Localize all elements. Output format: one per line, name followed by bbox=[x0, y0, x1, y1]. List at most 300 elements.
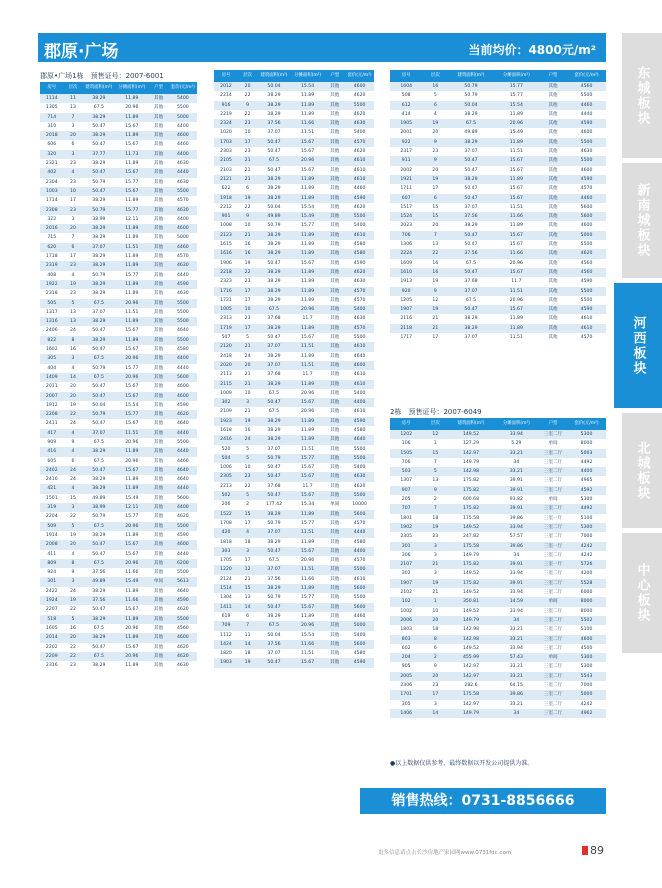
price-table-2 bbox=[214, 70, 374, 668]
table-cell: 1918 bbox=[220, 195, 232, 201]
table-cell: 2305 bbox=[220, 474, 232, 480]
table-row bbox=[214, 240, 374, 249]
table-row bbox=[390, 287, 606, 296]
table-cell: 其他 bbox=[330, 139, 340, 145]
table-cell: 5003 bbox=[580, 450, 593, 456]
table-cell: 11.51 bbox=[301, 567, 315, 573]
table-row bbox=[214, 472, 374, 481]
table-cell: 其他 bbox=[330, 186, 340, 192]
table-cell: 11.89 bbox=[509, 325, 523, 331]
table-cell: 21 bbox=[244, 576, 251, 582]
table-row bbox=[40, 187, 197, 196]
table-cell: 11.89 bbox=[125, 133, 139, 139]
table-cell: 其他 bbox=[330, 204, 340, 210]
table-cell: 4630 bbox=[176, 663, 189, 669]
table-cell: 57.57 bbox=[509, 534, 523, 540]
table-cell: 33.94 bbox=[509, 432, 523, 437]
table-cell: 33.94 bbox=[509, 608, 523, 614]
table-cell: 其他 bbox=[330, 102, 340, 108]
table-cell: 4590 bbox=[176, 402, 189, 408]
table-cell: 其他 bbox=[548, 214, 558, 220]
table-cell: 50.79 bbox=[92, 207, 106, 213]
table-cell: 24 bbox=[70, 477, 76, 483]
table-cell: 38.29 bbox=[92, 616, 106, 622]
table-cell: 2208 bbox=[45, 412, 58, 418]
table-cell: 600.68 bbox=[462, 497, 480, 503]
table-cell: 2001 bbox=[400, 130, 413, 136]
table-cell: 三室二厅 bbox=[543, 673, 563, 679]
table-cell: 142.97 bbox=[462, 701, 480, 707]
table-cell: 5 bbox=[246, 335, 250, 341]
table-cell: 其他 bbox=[330, 511, 340, 517]
table-cell: 4460 bbox=[176, 458, 189, 464]
table-row bbox=[214, 621, 374, 630]
table-cell: 5500 bbox=[580, 139, 593, 145]
district-tab[interactable]: 中心板块 bbox=[622, 533, 662, 653]
table-cell: 10 bbox=[244, 130, 251, 136]
table-cell: 11.7 bbox=[302, 372, 313, 378]
table-cell: 38.29 bbox=[267, 288, 281, 294]
table-cell: 15.77 bbox=[509, 93, 523, 99]
table-cell: 19 bbox=[432, 279, 439, 285]
table-cell: 5000 bbox=[176, 235, 189, 241]
table-cell: 23 bbox=[70, 207, 76, 213]
table-cell: 417 bbox=[47, 430, 57, 436]
table-cell: 4 bbox=[71, 430, 75, 436]
table-cell: 11.51 bbox=[301, 651, 315, 657]
table-cell: 37.07 bbox=[267, 567, 281, 573]
table-cell: 50.47 bbox=[92, 644, 106, 650]
table-row bbox=[390, 166, 606, 175]
table-cell: 4600 bbox=[176, 393, 189, 399]
table-cell: 175.58 bbox=[462, 692, 480, 698]
table-cell: 其他 bbox=[330, 362, 340, 368]
table-cell: 23 bbox=[432, 534, 439, 540]
table-cell: 20.96 bbox=[301, 307, 315, 313]
table-cell: 322 bbox=[47, 216, 57, 222]
table-cell: 11.51 bbox=[125, 244, 139, 250]
table-cell: 34 bbox=[513, 459, 520, 465]
table-cell: 508 bbox=[401, 93, 411, 99]
table-cell: 67.5 bbox=[268, 390, 280, 396]
table-row bbox=[40, 159, 197, 168]
table-cell: 39.86 bbox=[509, 543, 523, 549]
table-cell: 1914 bbox=[45, 532, 58, 538]
table-cell: 1905 bbox=[400, 121, 413, 127]
table-row bbox=[214, 658, 374, 667]
table-cell: 5600 bbox=[353, 586, 366, 592]
table-row bbox=[390, 551, 606, 560]
table-cell: 2124 bbox=[220, 576, 232, 582]
table-cell: 4640 bbox=[176, 477, 189, 483]
district-tab[interactable]: 新南城板块 bbox=[622, 163, 662, 278]
table-cell: 505 bbox=[47, 300, 57, 306]
table-cell: 4570 bbox=[176, 198, 189, 204]
table-cell: 11.89 bbox=[509, 223, 523, 229]
table-cell: 21 bbox=[244, 232, 251, 238]
district-tab[interactable]: 北城板块 bbox=[622, 413, 662, 528]
table-cell: 1002 bbox=[400, 608, 413, 614]
table-cell: 11.89 bbox=[301, 539, 315, 545]
table-cell: 37.07 bbox=[267, 362, 281, 368]
table-row bbox=[214, 380, 374, 389]
table-cell: 4500 bbox=[580, 645, 593, 651]
table-cell: 三室二厅 bbox=[543, 664, 563, 670]
table-cell: 5600 bbox=[580, 214, 593, 220]
table-cell: 15.67 bbox=[301, 660, 315, 666]
table-cell: 11.89 bbox=[125, 114, 139, 120]
table-cell: 20 bbox=[70, 635, 76, 641]
table-cell: 38.29 bbox=[267, 279, 281, 285]
table-cell: 50.47 bbox=[92, 393, 106, 399]
table-cell: 2313 bbox=[220, 316, 232, 322]
table-cell: 4460 bbox=[353, 613, 366, 619]
table-cell: 其他 bbox=[548, 335, 558, 341]
table-cell: 37.07 bbox=[464, 288, 478, 294]
table-cell: 12 bbox=[432, 432, 439, 437]
table-cell: 其他 bbox=[330, 269, 340, 275]
table-row bbox=[214, 435, 374, 444]
table-row bbox=[390, 523, 606, 532]
district-tab[interactable]: 河西板块 bbox=[614, 283, 662, 408]
district-tab[interactable]: 东城板块 bbox=[622, 33, 662, 158]
average-price: 当前均价：4800元/m² bbox=[468, 43, 596, 57]
table-cell: 420 bbox=[221, 530, 231, 536]
table-cell: 11.89 bbox=[301, 251, 315, 257]
table-cell: 2123 bbox=[220, 232, 232, 238]
table-cell: 1609 bbox=[400, 260, 413, 266]
table-cell: 4640 bbox=[176, 328, 189, 334]
table-row bbox=[390, 110, 606, 119]
table-row bbox=[40, 122, 197, 131]
table-cell: 其他 bbox=[330, 400, 340, 406]
table-cell: 11.66 bbox=[509, 251, 523, 257]
table-cell: 4630 bbox=[176, 263, 189, 269]
table-row bbox=[390, 514, 606, 523]
table-row bbox=[214, 491, 374, 500]
table-cell: 2418 bbox=[220, 353, 232, 359]
table-cell: 16 bbox=[244, 427, 251, 433]
table-row bbox=[214, 631, 374, 640]
table-cell: 其他 bbox=[330, 539, 340, 545]
table-cell: 305 bbox=[47, 356, 57, 362]
table-cell: 1317 bbox=[45, 309, 58, 315]
table-row bbox=[214, 249, 374, 258]
table-cell: 50.47 bbox=[267, 149, 281, 155]
table-cell: 2324 bbox=[220, 121, 232, 127]
table-cell: 其他 bbox=[548, 316, 558, 322]
table-cell: 其他 bbox=[330, 111, 340, 117]
table-row bbox=[214, 445, 374, 454]
table-row bbox=[214, 575, 374, 584]
table-cell: 1922 bbox=[45, 281, 58, 287]
table-cell: 38.29 bbox=[267, 613, 281, 619]
table-cell: 单间 bbox=[330, 502, 340, 508]
table-cell: 5400 bbox=[353, 223, 366, 229]
table-cell: 三室二厅 bbox=[543, 469, 563, 475]
table-cell: 1006 bbox=[220, 465, 232, 471]
table-cell: 2012 bbox=[220, 84, 232, 89]
table-cell: 20.96 bbox=[125, 374, 139, 380]
table-cell: 其他 bbox=[548, 251, 558, 257]
table-cell: 20 bbox=[70, 542, 76, 548]
table-cell: 15.67 bbox=[125, 393, 139, 399]
table-cell: 2103 bbox=[220, 167, 232, 173]
table-cell: 1602 bbox=[45, 347, 58, 353]
table-cell: 67.5 bbox=[268, 307, 280, 313]
table-cell: 12 bbox=[244, 567, 251, 573]
table-row bbox=[214, 510, 374, 519]
page-number: 89 bbox=[590, 844, 604, 857]
table-cell: 38.29 bbox=[92, 161, 106, 167]
table-cell: 39.91 bbox=[509, 580, 523, 586]
table-cell: 20.96 bbox=[301, 158, 315, 164]
table-cell: 其他 bbox=[153, 439, 164, 445]
table-cell: 其他 bbox=[153, 291, 164, 297]
table-cell: 1714 bbox=[45, 198, 58, 204]
table-cell: 509 bbox=[47, 523, 57, 529]
table-cell: 1716 bbox=[220, 288, 232, 294]
table-header bbox=[40, 82, 197, 94]
table-cell: 1411 bbox=[220, 604, 232, 610]
table-row bbox=[40, 494, 197, 503]
table-cell: 1202 bbox=[400, 432, 413, 437]
table-cell: 4440 bbox=[176, 272, 189, 278]
footer-url: 更多信息请点击长沙房地产家园网www.0731fdc.com bbox=[378, 850, 512, 856]
table-cell: 1112 bbox=[220, 632, 232, 638]
table-row bbox=[390, 128, 606, 137]
table-cell: 19 bbox=[432, 524, 439, 530]
table-cell: 其他 bbox=[153, 337, 164, 343]
table-cell: 23 bbox=[70, 179, 76, 185]
table-cell: 18 bbox=[244, 539, 251, 545]
table-cell: 三室二厅 bbox=[543, 459, 563, 465]
table-cell: 三室二厅 bbox=[543, 478, 563, 484]
table-cell: 其他 bbox=[548, 84, 558, 89]
table-cell: 50.47 bbox=[267, 548, 281, 554]
table-cell: 4580 bbox=[353, 242, 366, 248]
table-cell: 33.21 bbox=[509, 636, 523, 642]
table-cell: 其他 bbox=[330, 260, 340, 266]
table-cell: 15.67 bbox=[301, 260, 315, 266]
table-cell: 1719 bbox=[220, 325, 232, 331]
table-cell: 10 bbox=[432, 608, 439, 614]
table-cell: 39.91 bbox=[509, 562, 523, 568]
table-cell: 4570 bbox=[580, 335, 593, 341]
table-cell: 三室二厅 bbox=[543, 524, 563, 530]
table-row bbox=[40, 252, 197, 261]
table-cell: 13 bbox=[70, 309, 76, 315]
table-cell: 15.77 bbox=[301, 455, 315, 461]
table-row bbox=[40, 364, 197, 373]
table-cell: 2213 bbox=[220, 483, 232, 489]
table-cell: 16 bbox=[70, 347, 76, 353]
table-cell: 4610 bbox=[353, 344, 366, 350]
table-cell: 2416 bbox=[45, 477, 58, 483]
table-cell: 17 bbox=[244, 520, 251, 526]
table-cell: 9 bbox=[246, 102, 250, 108]
table-cell: 5500 bbox=[580, 297, 593, 303]
table-cell: 15.67 bbox=[301, 335, 315, 341]
table-cell: 2303 bbox=[220, 149, 232, 155]
table-cell: 三室一厅 bbox=[543, 515, 563, 521]
table-cell: 3 bbox=[71, 356, 75, 362]
table-row bbox=[214, 528, 374, 537]
table-cell: 15.67 bbox=[125, 551, 139, 557]
table-cell: 302 bbox=[401, 571, 411, 577]
table-row bbox=[390, 458, 606, 467]
table-cell: 4590 bbox=[353, 260, 366, 266]
table-cell: 22 bbox=[70, 607, 76, 613]
table-cell: 320 bbox=[47, 151, 57, 157]
table-row bbox=[40, 410, 197, 419]
table-cell: 2118 bbox=[400, 325, 413, 331]
table-cell: 6 bbox=[71, 458, 75, 464]
table-row bbox=[40, 512, 197, 521]
table-cell: 142.98 bbox=[462, 469, 480, 475]
table-row bbox=[390, 240, 606, 249]
table-row bbox=[40, 373, 197, 382]
table-cell: 4620 bbox=[176, 514, 189, 520]
table-cell: 20 bbox=[432, 223, 439, 229]
table-cell: 4620 bbox=[353, 483, 366, 489]
table-cell: 11.89 bbox=[125, 291, 139, 297]
table-cell: 11.51 bbox=[301, 530, 315, 536]
table-cell: 4570 bbox=[353, 297, 366, 303]
table-cell: 其他 bbox=[548, 195, 558, 201]
table-cell: 2005 bbox=[400, 673, 413, 679]
table-cell: 1615 bbox=[220, 242, 232, 248]
table-cell: 920 bbox=[401, 288, 411, 294]
table-cell: 50.47 bbox=[464, 242, 478, 248]
table-cell: 14 bbox=[244, 641, 251, 647]
table-cell: 1801 bbox=[400, 515, 413, 521]
table-row bbox=[390, 305, 606, 314]
table-cell: 15.67 bbox=[125, 421, 139, 427]
table-cell: 16 bbox=[432, 260, 439, 266]
table-cell: 64.15 bbox=[509, 683, 523, 689]
table-cell: 2 bbox=[246, 502, 250, 508]
table-cell: 17 bbox=[70, 254, 76, 260]
table-row bbox=[390, 91, 606, 100]
table-row bbox=[214, 556, 374, 565]
table-cell: 22 bbox=[70, 653, 76, 659]
table-cell: 4570 bbox=[353, 325, 366, 331]
table-cell: 其他 bbox=[153, 458, 164, 464]
table-cell: 402 bbox=[47, 170, 57, 176]
table-cell: 其他 bbox=[153, 560, 164, 566]
table-cell: 1820 bbox=[220, 651, 232, 657]
table-cell: 单间 bbox=[548, 497, 558, 503]
table-cell: 1721 bbox=[220, 297, 232, 303]
table-cell: 其他 bbox=[548, 279, 558, 285]
table-row bbox=[214, 417, 374, 426]
table-cell: 1902 bbox=[400, 524, 413, 530]
table-cell: 其他 bbox=[330, 520, 340, 526]
table-cell: 单间 bbox=[548, 655, 558, 661]
table-cell: 11.89 bbox=[301, 437, 315, 443]
table-cell: 50.79 bbox=[464, 84, 478, 89]
table-cell: 其他 bbox=[330, 84, 340, 89]
table-cell: 49.89 bbox=[92, 495, 106, 501]
table-cell: 33.21 bbox=[509, 627, 523, 633]
table-cell: 11.89 bbox=[301, 176, 315, 182]
table-cell: 15.49 bbox=[509, 130, 523, 136]
table-cell: 10 bbox=[244, 465, 251, 471]
table-cell: 4570 bbox=[580, 186, 593, 192]
table-row bbox=[214, 147, 374, 156]
table-cell: 19 bbox=[432, 307, 439, 313]
table-cell: 21 bbox=[244, 344, 251, 350]
table-cell: 33.21 bbox=[509, 469, 523, 475]
table-cell: 4400 bbox=[580, 469, 593, 475]
table-cell: 5500 bbox=[353, 595, 366, 601]
table-cell: 5500 bbox=[176, 188, 189, 194]
table-cell: 其他 bbox=[330, 586, 340, 592]
table-row bbox=[40, 308, 197, 317]
table-cell: 11.89 bbox=[301, 102, 315, 108]
table-cell: 11.89 bbox=[125, 477, 139, 483]
table-cell: 4590 bbox=[353, 660, 366, 666]
table-cell: 4440 bbox=[176, 430, 189, 436]
table-cell: 2305 bbox=[400, 534, 413, 540]
table-cell: 15 bbox=[432, 214, 439, 220]
table-cell: 4440 bbox=[176, 449, 189, 455]
table-cell: 38.29 bbox=[464, 325, 478, 331]
table-cell: 38.29 bbox=[267, 437, 281, 443]
table-row bbox=[390, 672, 606, 681]
table-cell: 38.29 bbox=[92, 635, 106, 641]
table-row bbox=[40, 140, 197, 149]
table-cell: 922 bbox=[401, 139, 411, 145]
table-cell: 50.47 bbox=[92, 142, 106, 148]
table-cell: 305 bbox=[401, 701, 411, 707]
table-cell: 2406 bbox=[45, 328, 58, 334]
table-row bbox=[390, 607, 606, 616]
table-cell: 33.94 bbox=[509, 524, 523, 530]
table-cell: 4440 bbox=[176, 170, 189, 176]
table-cell: 其他 bbox=[153, 114, 164, 120]
table-cell: 13 bbox=[70, 105, 76, 111]
table-cell: 11.89 bbox=[301, 195, 315, 201]
table-cell: 7 bbox=[433, 459, 437, 465]
table-cell: 三室二厅 bbox=[543, 683, 563, 689]
table-cell: 504 bbox=[221, 455, 231, 461]
table-row bbox=[214, 612, 374, 621]
table-cell: 4590 bbox=[580, 121, 593, 127]
table-row bbox=[40, 289, 197, 298]
table-row bbox=[214, 565, 374, 574]
table-cell: 15.67 bbox=[509, 158, 523, 164]
table-cell: 4640 bbox=[353, 353, 366, 359]
table-cell: 706 bbox=[401, 232, 411, 238]
table-cell: 175.82 bbox=[462, 580, 480, 586]
table-cell: 5 bbox=[433, 93, 437, 99]
table-cell: 1913 bbox=[400, 279, 413, 285]
table-cell: 其他 bbox=[330, 641, 340, 647]
table-cell: 20.96 bbox=[125, 105, 139, 111]
table-cell: 822 bbox=[47, 337, 57, 343]
table-cell: 4620 bbox=[353, 111, 366, 117]
table-cell: 15.67 bbox=[125, 542, 139, 548]
table-cell: 1205 bbox=[400, 297, 413, 303]
table-cell: 其他 bbox=[153, 430, 164, 436]
table-row bbox=[40, 401, 197, 410]
table-cell: 20.96 bbox=[125, 356, 139, 362]
table-cell: 其他 bbox=[153, 505, 164, 511]
table-cell: 8 bbox=[71, 560, 75, 566]
table-cell: 50.47 bbox=[267, 260, 281, 266]
